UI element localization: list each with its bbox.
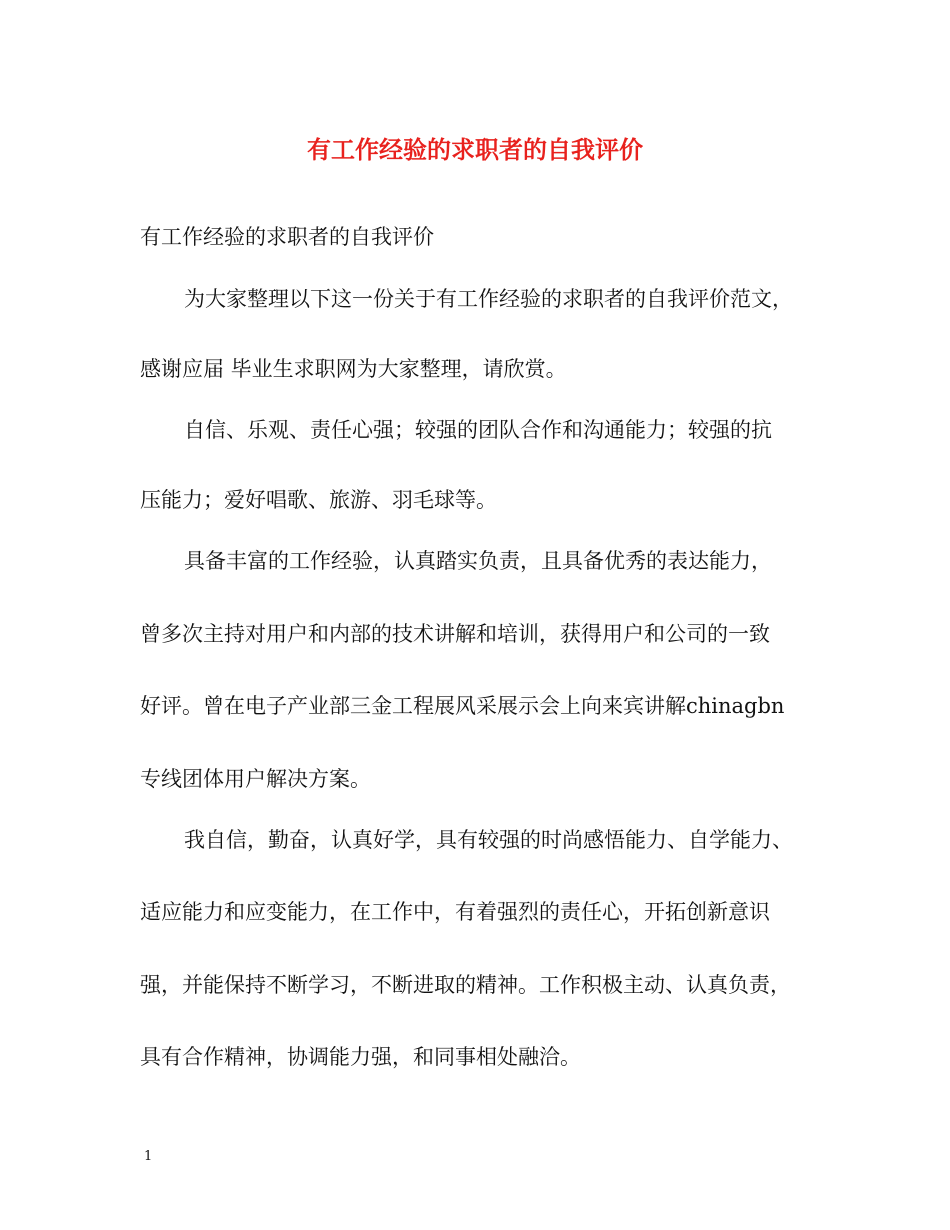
document-subtitle-line: 有工作经验的求职者的自我评价 xyxy=(140,225,434,249)
paragraph-line: 好评。曾在电子产业部三金工程展风采展示会上向来宾讲解chinagbn xyxy=(140,694,785,718)
paragraph-line: 强，并能保持不断学习，不断进取的精神。工作积极主动、认真负责， xyxy=(140,973,791,997)
document-title: 有工作经验的求职者的自我评价 xyxy=(307,135,643,164)
paragraph-line: 压能力；爱好唱歌、旅游、羽毛球等。 xyxy=(140,488,497,512)
paragraph-line: 专线团体用户解决方案。 xyxy=(140,767,371,791)
paragraph-line: 为大家整理以下这一份关于有工作经验的求职者的自我评价范文， xyxy=(184,287,793,311)
paragraph-line: 自信、乐观、责任心强；较强的团队合作和沟通能力；较强的抗 xyxy=(184,418,772,442)
paragraph-line: 适应能力和应变能力，在工作中，有着强烈的责任心，开拓创新意识 xyxy=(140,900,770,924)
paragraph-line: 具有合作精神，协调能力强，和同事相处融洽。 xyxy=(140,1045,581,1069)
paragraph-line: 具备丰富的工作经验，认真踏实负责，且具备优秀的表达能力， xyxy=(184,549,772,573)
paragraph-line: 我自信，勤奋，认真好学，具有较强的时尚感悟能力、自学能力、 xyxy=(184,828,793,852)
paragraph-line: 曾多次主持对用户和内部的技术讲解和培训，获得用户和公司的一致 xyxy=(140,622,770,646)
page-number: 1 xyxy=(144,1149,153,1164)
paragraph-line: 感谢应届 毕业生求职网为大家整理，请欣赏。 xyxy=(140,357,567,381)
